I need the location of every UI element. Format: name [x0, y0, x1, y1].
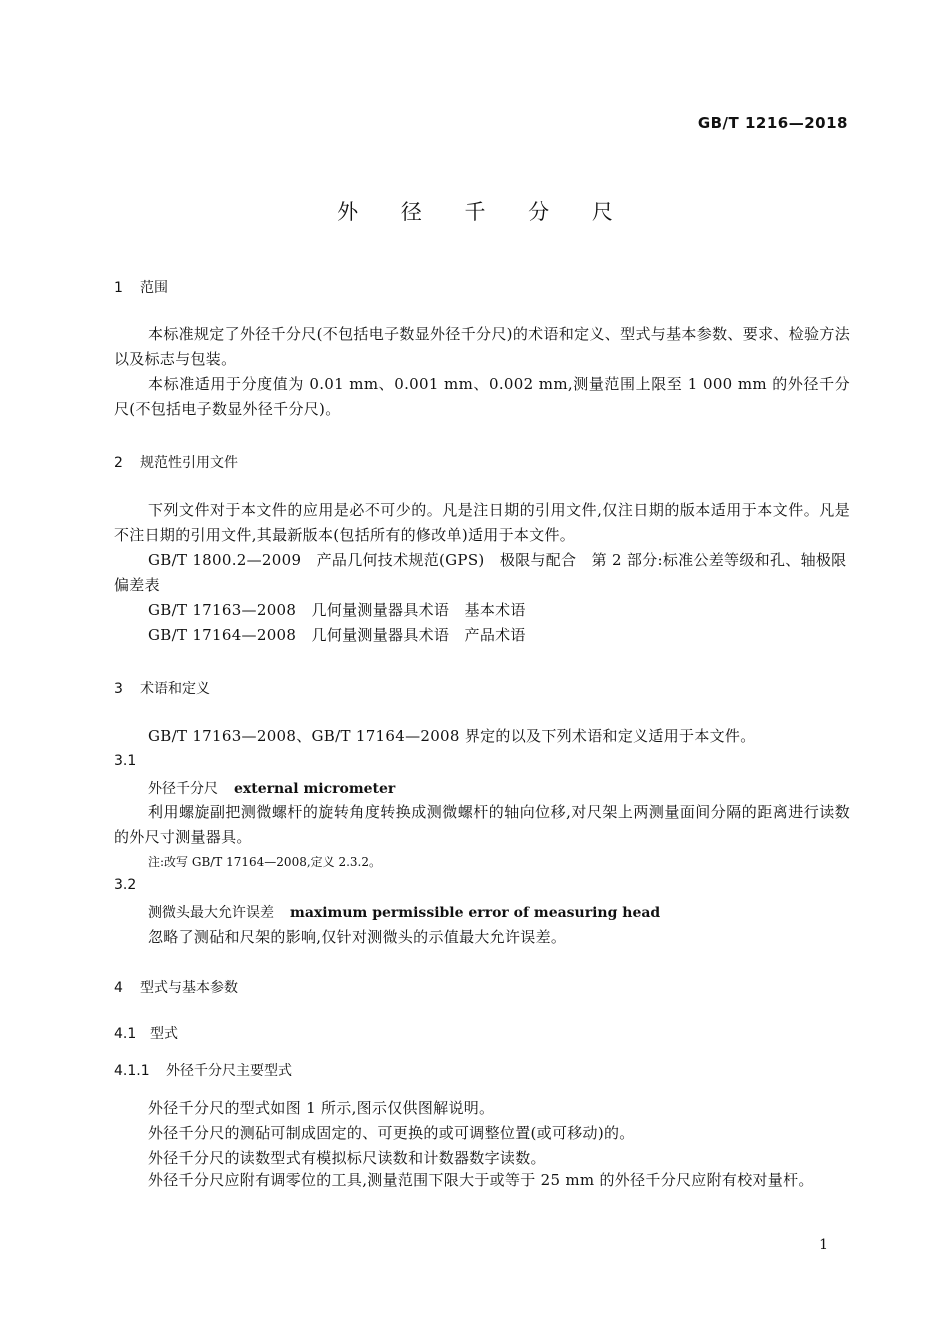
section-title: 型式	[150, 1026, 178, 1042]
section-3-paragraph-1: GB/T 17163—2008、GB/T 17164—2008 界定的以及下列术语和定义适用于本文件。	[148, 727, 756, 745]
term-chinese: 外径千分尺	[148, 781, 218, 797]
section-1-paragraph-2: 本标准适用于分度值为 0.01 mm、0.001 mm、0.002 mm,测量范围上限至 1 000 mm 的外径千分尺(不包括电子数显外径千分尺)。	[114, 375, 850, 418]
term-number-3-1: 3.1	[114, 753, 137, 769]
section-title: 范围	[140, 280, 168, 296]
normative-reference-3: GB/T 17164—2008 几何量测量器具术语 产品术语	[148, 626, 526, 644]
section-3-heading	[114, 678, 210, 698]
section-1-heading	[114, 277, 168, 297]
term-3-1	[148, 778, 395, 798]
section-title: 术语和定义	[140, 681, 210, 697]
section-number: 4.1.1	[114, 1063, 150, 1079]
section-4-1-1-line-2: 外径千分尺的测砧可制成固定的、可更换的或可调整位置(或可移动)的。	[148, 1124, 635, 1142]
section-title: 外径千分尺主要型式	[166, 1063, 292, 1079]
section-4-1-1-line-1: 外径千分尺的型式如图 1 所示,图示仅供图解说明。	[148, 1099, 495, 1117]
term-chinese: 测微头最大允许误差	[148, 905, 274, 921]
term-english: maximum permissible error of measuring head	[290, 905, 661, 921]
normative-reference-2: GB/T 17163—2008 几何量测量器具术语 基本术语	[148, 601, 526, 619]
section-4-heading	[114, 977, 238, 997]
term-3-2	[148, 902, 660, 922]
section-title: 规范性引用文件	[140, 455, 238, 471]
section-1-paragraph-1: 本标准规定了外径千分尺(不包括电子数显外径千分尺)的术语和定义、型式与基本参数、要求、检验方法以及标志与包装。	[114, 325, 850, 368]
section-number: 4.1	[114, 1026, 137, 1042]
term-english: external micrometer	[234, 781, 396, 797]
section-number: 1	[114, 280, 123, 296]
section-4-1-heading	[114, 1023, 178, 1043]
section-4-1-1-heading	[114, 1060, 292, 1080]
section-4-1-1-paragraph-4: 外径千分尺应附有调零位的工具,测量范围下限大于或等于 25 mm 的外径千分尺应附有校对量杆。	[148, 1171, 814, 1189]
section-number: 2	[114, 455, 123, 471]
term-3-1-note: 注:改写 GB/T 17164—2008,定义 2.3.2。	[148, 855, 381, 869]
term-number-3-2: 3.2	[114, 877, 137, 893]
section-2-heading	[114, 452, 238, 472]
section-4-1-1-line-3: 外径千分尺的读数型式有模拟标尺读数和计数器数字读数。	[148, 1149, 546, 1167]
page-number: 1	[819, 1237, 828, 1253]
normative-reference-1: GB/T 1800.2—2009 产品几何技术规范(GPS) 极限与配合 第 2 部分:标准公差等级和孔、轴极限偏差表	[114, 551, 847, 594]
section-number: 3	[114, 681, 123, 697]
section-title: 型式与基本参数	[140, 980, 238, 996]
document-title: 外 径 千 分 尺	[337, 200, 631, 224]
term-3-2-definition: 忽略了测砧和尺架的影响,仅针对测微头的示值最大允许误差。	[148, 928, 567, 946]
standard-number: GB/T 1216—2018	[697, 114, 848, 132]
section-2-paragraph-1: 下列文件对于本文件的应用是必不可少的。凡是注日期的引用文件,仅注日期的版本适用于本文件。凡是不注日期的引用文件,其最新版本(包括所有的修改单)适用于本文件。	[114, 501, 850, 544]
term-3-1-definition: 利用螺旋副把测微螺杆的旋转角度转换成测微螺杆的轴向位移,对尺架上两测量面间分隔的距离进行读数的外尺寸测量器具。	[114, 803, 850, 846]
section-number: 4	[114, 980, 123, 996]
